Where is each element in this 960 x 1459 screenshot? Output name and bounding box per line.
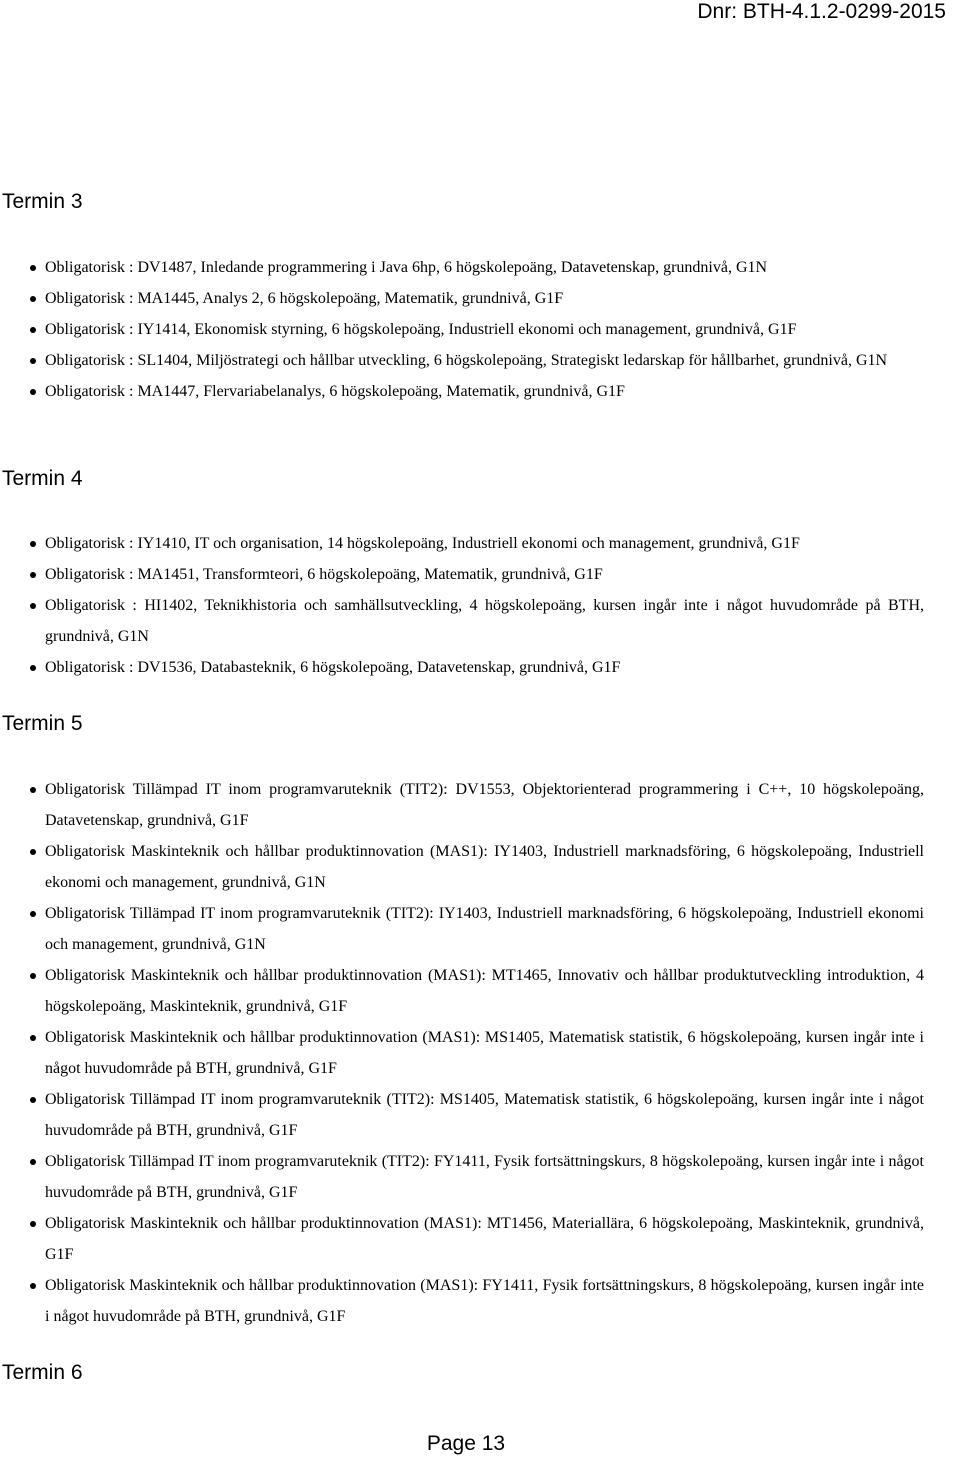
term-5-course-list: [0, 774, 924, 1332]
course-list-item: [0, 1270, 924, 1332]
term-4-heading: Termin 4: [2, 467, 83, 490]
bullet-icon: [30, 603, 36, 609]
course-text: Obligatorisk Tillämpad IT inom programvaruteknik (TIT2): DV1553, Objektorienterad programmering i C++, 10 högskolepoäng, Datavetenskap, grundnivå, G1F: [45, 781, 924, 829]
bullet-icon: [30, 358, 36, 364]
course-list-item: [0, 590, 924, 652]
course-list-item: [0, 314, 924, 345]
course-list-item: [0, 345, 924, 376]
bullet-icon: [30, 665, 36, 671]
course-text: Obligatorisk : IY1414, Ekonomisk styrning, 6 högskolepoäng, Industriell ekonomi och management, grundnivå, G1F: [45, 321, 797, 338]
course-list-item: [0, 652, 924, 683]
term-3-course-list: [0, 252, 924, 407]
course-list-item: [0, 898, 924, 960]
bullet-icon: [30, 973, 36, 979]
bullet-icon: [30, 1283, 36, 1289]
bullet-icon: [30, 849, 36, 855]
course-text: Obligatorisk Tillämpad IT inom programvaruteknik (TIT2): FY1411, Fysik fortsättningskurs, 8 högskolepoäng, kursen ingår inte i något huvudområde på BTH, grundnivå, G1F: [45, 1153, 924, 1201]
course-text: Obligatorisk Maskinteknik och hållbar produktinnovation (MAS1): MT1465, Innovativ och hållbar produktutveckling introduktion, 4 högskolepoäng, Maskinteknik, grundnivå, G1F: [45, 967, 924, 1015]
page-number: Page 13: [426, 1432, 506, 1455]
bullet-icon: [30, 541, 36, 547]
document-reference-number: Dnr: BTH-4.1.2-0299-2015: [697, 0, 946, 23]
course-text: Obligatorisk : DV1487, Inledande programmering i Java 6hp, 6 högskolepoäng, Datavetenskap, grundnivå, G1N: [45, 259, 768, 276]
course-text: Obligatorisk : MA1451, Transformteori, 6 högskolepoäng, Matematik, grundnivå, G1F: [45, 566, 603, 583]
bullet-icon: [30, 1221, 36, 1227]
course-list-item: [0, 252, 924, 283]
course-text: Obligatorisk : MA1445, Analys 2, 6 högskolepoäng, Matematik, grundnivå, G1F: [45, 290, 564, 307]
bullet-icon: [30, 265, 36, 271]
bullet-icon: [30, 389, 36, 395]
term-4-course-list: [0, 528, 924, 683]
course-list-item: [0, 528, 924, 559]
course-list-item: [0, 1208, 924, 1270]
term-3-heading: Termin 3: [2, 190, 83, 213]
course-list-item: [0, 1084, 924, 1146]
bullet-icon: [30, 296, 36, 302]
course-list-item: [0, 1022, 924, 1084]
bullet-icon: [30, 572, 36, 578]
bullet-icon: [30, 327, 36, 333]
course-list-item: [0, 559, 924, 590]
course-list-item: [0, 836, 924, 898]
course-text: Obligatorisk : SL1404, Miljöstrategi och hållbar utveckling, 6 högskolepoäng, Strategiskt ledarskap för hållbarhet, grundnivå, G1N: [45, 352, 888, 369]
course-text: Obligatorisk : MA1447, Flervariabelanalys, 6 högskolepoäng, Matematik, grundnivå, G1F: [45, 383, 625, 400]
course-list-item: [0, 960, 924, 1022]
term-6-heading: Termin 6: [2, 1361, 83, 1384]
course-text: Obligatorisk Tillämpad IT inom programvaruteknik (TIT2): IY1403, Industriell marknadsföring, 6 högskolepoäng, Industriell ekonomi och management, grundnivå, G1N: [45, 905, 924, 953]
course-text: Obligatorisk Maskinteknik och hållbar produktinnovation (MAS1): FY1411, Fysik fortsättningskurs, 8 högskolepoäng, kursen ingår inte i något huvudområde på BTH, grundnivå, G1F: [45, 1277, 924, 1325]
bullet-icon: [30, 1097, 36, 1103]
course-list-item: [0, 376, 924, 407]
course-list-item: [0, 283, 924, 314]
term-5-heading: Termin 5: [2, 712, 83, 735]
course-text: Obligatorisk : DV1536, Databasteknik, 6 högskolepoäng, Datavetenskap, grundnivå, G1F: [45, 659, 621, 676]
bullet-icon: [30, 787, 36, 793]
bullet-icon: [30, 1159, 36, 1165]
bullet-icon: [30, 911, 36, 917]
course-text: Obligatorisk : HI1402, Teknikhistoria och samhällsutveckling, 4 högskolepoäng, kursen ingår inte i något huvudområde på BTH, grundnivå, G1N: [45, 597, 924, 645]
course-text: Obligatorisk Maskinteknik och hållbar produktinnovation (MAS1): MT1456, Materiallära, 6 högskolepoäng, Maskinteknik, grundnivå, G1F: [45, 1215, 924, 1263]
course-text: Obligatorisk Tillämpad IT inom programvaruteknik (TIT2): MS1405, Matematisk statistik, 6 högskolepoäng, kursen ingår inte i något huvudområde på BTH, grundnivå, G1F: [45, 1091, 924, 1139]
course-list-item: [0, 1146, 924, 1208]
course-list-item: [0, 774, 924, 836]
course-text: Obligatorisk : IY1410, IT och organisation, 14 högskolepoäng, Industriell ekonomi och management, grundnivå, G1F: [45, 535, 800, 552]
course-text: Obligatorisk Maskinteknik och hållbar produktinnovation (MAS1): MS1405, Matematisk statistik, 6 högskolepoäng, kursen ingår inte i något huvudområde på BTH, grundnivå, G1F: [45, 1029, 924, 1077]
bullet-icon: [30, 1035, 36, 1041]
course-text: Obligatorisk Maskinteknik och hållbar produktinnovation (MAS1): IY1403, Industriell marknadsföring, 6 högskolepoäng, Industriell ekonomi och management, grundnivå, G1N: [45, 843, 924, 891]
